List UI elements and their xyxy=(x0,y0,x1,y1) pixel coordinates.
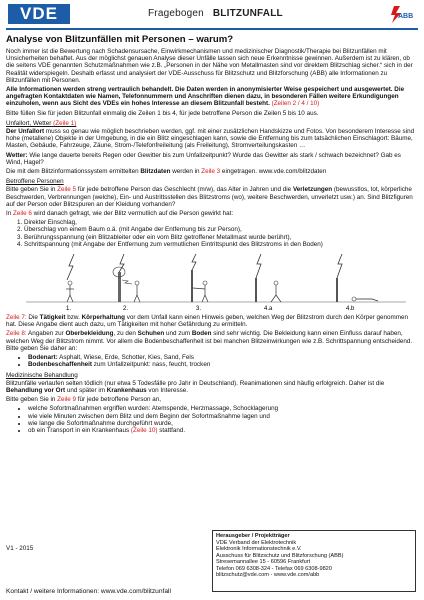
publisher-line: blitzschutz@vde.com - www.vde.com/abb xyxy=(216,572,320,578)
row-ref: Zeile 6 xyxy=(13,210,32,218)
text-fragment: In xyxy=(6,210,14,218)
row-ref: Zeile 7: xyxy=(6,314,27,322)
text-fragment: Behandlung vor Ort xyxy=(6,386,66,394)
row-ref: Zeile 3 xyxy=(201,168,221,176)
text-fragment: Blitzunfälle verlaufen selten tödlich (nur etwa 5 Todesfälle pro Jahr in Deutschland). Reanimationen sind häufig erfolgreich. Daher ist die xyxy=(6,379,385,387)
list-item: 1. Direkter Einschlag, xyxy=(24,219,418,226)
text-fragment: eingetragen. www.vde.com/blitzdaten xyxy=(220,168,327,176)
text-fragment: und später im xyxy=(65,386,107,394)
figure-label: 4.a xyxy=(264,306,273,313)
page-title: Analyse von Blitzunfällen mit Personen – warum? xyxy=(6,34,234,45)
publisher-line: Telefon 069 6308-324 - Telefax 069 6308-9820 xyxy=(216,565,332,572)
list-item: 2. Überschlag von einem Baum o.ä. (mit Angabe der Entfernung bis zur Person), xyxy=(24,226,418,233)
text-fragment: , zu den xyxy=(113,330,138,338)
text-fragment: werden in xyxy=(170,168,202,176)
text-fragment: Boden xyxy=(191,330,212,338)
text-fragment: Blitzdaten xyxy=(140,168,171,176)
version-label: V1 - 2015 xyxy=(6,545,34,552)
text-fragment: stattfand. xyxy=(157,426,186,434)
list-item: 4. Schrittspannung (mit Angabe der Entfernung zum vermutlichen Eintrittspunkt des Blitzstroms in den Boden) xyxy=(24,241,418,248)
text-fragment: Oberbekleidung xyxy=(65,330,114,338)
medical-list xyxy=(28,405,418,434)
contact-line: Kontakt / weitere Informationen: www.vde.com/blitzunfall xyxy=(6,588,171,595)
clothing-paragraph xyxy=(6,330,418,352)
svg-text:ABB: ABB xyxy=(398,13,414,20)
confidentiality-text: Alle Informationen werden streng vertraulich behandelt. Die Daten werden in anonymisierter Weise gespeichert und ausgewertet. Die angefragten Kontaktdaten wie Namen, Telefonnummern und Anschriften dienen dazu, in besonderen Fällen weitere Erkundigungen einzuholen, wenn aus Sicht des VDEs ein hohes Interesse an diesem Blitzunfall besteht. xyxy=(6,86,405,108)
text-fragment: für jede betroffene Person das Geschlecht (m/w), das Alter in Jahren und die xyxy=(76,186,293,194)
weather-text: Wie lange dauerte bereits Regen oder Gewitter bis zum Unfallzeitpunkt? Wurde das Gewitter als stark / schwach bezeichnet? Gab es Wind, Hagel? xyxy=(6,151,401,166)
text-fragment: von Interesse. xyxy=(146,386,188,394)
text-fragment: Bitte geben Sie in xyxy=(6,396,58,404)
text-fragment: Angaben zur xyxy=(26,330,66,338)
text-fragment: (bewusstlos, tot, körperliche Beschwerden, Verbrennungen (welche), Ein- und Austrittsstellen des Blitzstroms (wo), weitere Beschwerden, unverletzt usw.) an. Sind Blitzfiguren auf der Person oder Blitzspuren an der Kleidung vorhanden? xyxy=(6,186,413,208)
publisher-line: Ausschuss für Blitzschutz und Blitzforschung (ABB) xyxy=(216,552,344,559)
vde-logo: VDE xyxy=(8,4,70,24)
figure-label: 1. xyxy=(66,306,72,313)
text-fragment: Die xyxy=(26,314,40,322)
text-fragment: Krankenhaus xyxy=(106,386,147,394)
list-item: • welche Sofortmaßnahmen ergriffen wurden: Atemspende, Herzmassage, Schocklagerung xyxy=(28,405,418,412)
figure-label: 3. xyxy=(196,306,202,313)
medical-instruction xyxy=(6,396,418,403)
row-ref: Zeile 5 xyxy=(57,186,77,194)
text-fragment: bzw. xyxy=(65,314,82,322)
row-ref: (Zeilen 2 / 4 / 10) xyxy=(271,100,320,108)
impact-illustration-svg xyxy=(6,250,418,312)
location-paragraph xyxy=(6,128,418,150)
text-fragment: ob ein Transport in ein Krankenhaus xyxy=(28,426,130,434)
text-fragment: und zum xyxy=(164,330,192,338)
publisher-box xyxy=(212,530,416,592)
list-item xyxy=(28,361,418,368)
location-text: muss so genau wie möglich beschrieben werden, ggf. mit einer zusätzlichen Handskizze und Fotos. Von besonderem Interesse sind hohe (metallene) Objekte in der Umgebung, in die ein Blitz eingeschlagen kann, sowie die Entfernung bis zum tatsächlichen Einschlagort: Bäume, Masten, Gebäude, Fahrzeuge, Zäune, Strom-/Telefonfreileitung (als Freileitung), Stromverteilungskasten … xyxy=(6,128,415,150)
text-fragment: Bodenart: xyxy=(28,354,58,362)
header-title xyxy=(148,8,283,19)
location-lead: Der Unfallort xyxy=(6,128,45,136)
list-item: • wie viele Minuten zwischen dem Blitz und dem Beginn der Sofortmaßnahme lagen und xyxy=(28,413,418,420)
activity-paragraph xyxy=(6,314,418,328)
list-item xyxy=(28,427,418,434)
row-ref: Zeile 9 xyxy=(57,396,77,404)
figure-label: 4.b xyxy=(346,306,355,313)
header-title-prefix: Fragebogen xyxy=(148,8,204,19)
impact-illustration xyxy=(6,250,418,312)
impact-list xyxy=(24,219,418,248)
list-item: • wie lange die Sofortmaßnahme durchgeführt wurde, xyxy=(28,420,418,427)
header-rule xyxy=(6,28,418,30)
medical-paragraph xyxy=(6,380,418,394)
header xyxy=(6,4,418,26)
section-heading-text: Unfallort, Wetter xyxy=(6,119,52,127)
text-fragment: Verletzungen xyxy=(292,186,333,194)
text-fragment: Die mit dem Blitzinformationssystem ermittelten xyxy=(6,168,141,176)
text-fragment: zum Unfallzeitpunkt: nass, feucht, trocken xyxy=(92,361,211,369)
text-fragment: Schuhen xyxy=(137,330,165,338)
ground-list xyxy=(28,354,418,368)
text-fragment: wird danach gefragt, wie der Blitz vermutlich auf die Person gewirkt hat: xyxy=(31,210,234,218)
section-heading-location xyxy=(6,120,418,127)
text-fragment: Asphalt, Wiese, Erde, Schotter, Kies, Sand, Fels xyxy=(57,354,194,362)
instruction-paragraph: Bitte füllen Sie für jeden Blitzunfall einmalig die Zeilen 1 bis 4, für jede betroffene Person die Zeilen 5 bis 10 aus. xyxy=(6,109,319,117)
publisher-line: Elektronik Informationstechnik e.V. xyxy=(216,546,302,552)
text-fragment: Bodenbeschaffenheit xyxy=(28,361,93,369)
abb-logo xyxy=(384,4,414,24)
text-fragment: Tätigkeit xyxy=(39,314,66,322)
row-ref: Zeile 8: xyxy=(6,330,27,338)
weather-paragraph xyxy=(6,152,418,166)
text-fragment: Körperhaltung xyxy=(81,314,126,322)
publisher-line: VDE Verband der Elektrotechnik xyxy=(216,539,297,546)
publisher-header: Herausgeber / Projektträger xyxy=(216,533,290,539)
text-fragment: vor dem Unfall kann einen Hinweis geben, welchen Weg der Blitzstrom durch den Körper genommen hat. Diese Angabe dient auch dazu, um Tätigkeiten mit hoher Gefährdung zu ermitteln. xyxy=(6,314,409,329)
persons-paragraph xyxy=(6,186,418,208)
section-heading-medical: Medizinische Behandlung xyxy=(6,371,78,379)
list-item: 3. Berührungsspannung (ein Blitzableiter oder ein vom Blitz getroffener Metallmast wurde berührt), xyxy=(24,234,418,241)
intro-paragraph: Noch immer ist die Bewertung nach Schadensursache, Einwirkmechanismen und medizinischer Diagnostik/Therapie bei Blitzunfällen mit Unsicherheiten behaftet. Aus der möglichst genauen Analyse dieser Unfälle lassen sich neue Erkenntnisse gewinnen. Außerdem ist zu klären, ob die seitens VDE genannten Schutzmaßnahmen wie z.B. „Personen in der Nähe von Metallmasten sind vor direktem Blitzschlag sicher.“ sich in der Realität widerspiegeln. Deshalb erfasst und analysiert der VDE-Ausschuss für Blitzschutz und Blitzforschung (ABB) alle Informationen zu Blitzunfällen mit Personen. xyxy=(6,48,413,84)
weather-lead: Wetter: xyxy=(6,151,28,159)
publisher-line: Stresemannallee 15 - 60596 Frankfurt xyxy=(216,559,311,565)
text-fragment: sind sehr wichtig. Die Bekleidung kann einen Einfluss darauf haben, welchen Weg der Blitzstrom nimmt. Vor allem die Bodenbeschaffenheit ist bei manchen Blitzeinwirkungen wie z.B. Schrittspannung entscheidend. Bitte geben Sie daher an: xyxy=(6,330,413,352)
figure-label: 2. xyxy=(123,306,129,313)
row-ref: (Zeile 1) xyxy=(53,119,77,127)
impact-paragraph xyxy=(6,210,418,217)
lightning-data-paragraph xyxy=(6,168,418,175)
list-item xyxy=(28,354,418,361)
header-title-strong: BLITZUNFALL xyxy=(212,8,283,19)
text-fragment: für jede betroffene Person an, xyxy=(76,396,161,404)
section-heading-persons: Betroffene Personen xyxy=(6,178,64,186)
content xyxy=(6,33,418,436)
confidentiality-paragraph xyxy=(6,86,418,108)
row-ref: (Zeile 10) xyxy=(130,426,158,434)
text-fragment: Bitte geben Sie in xyxy=(6,186,58,194)
